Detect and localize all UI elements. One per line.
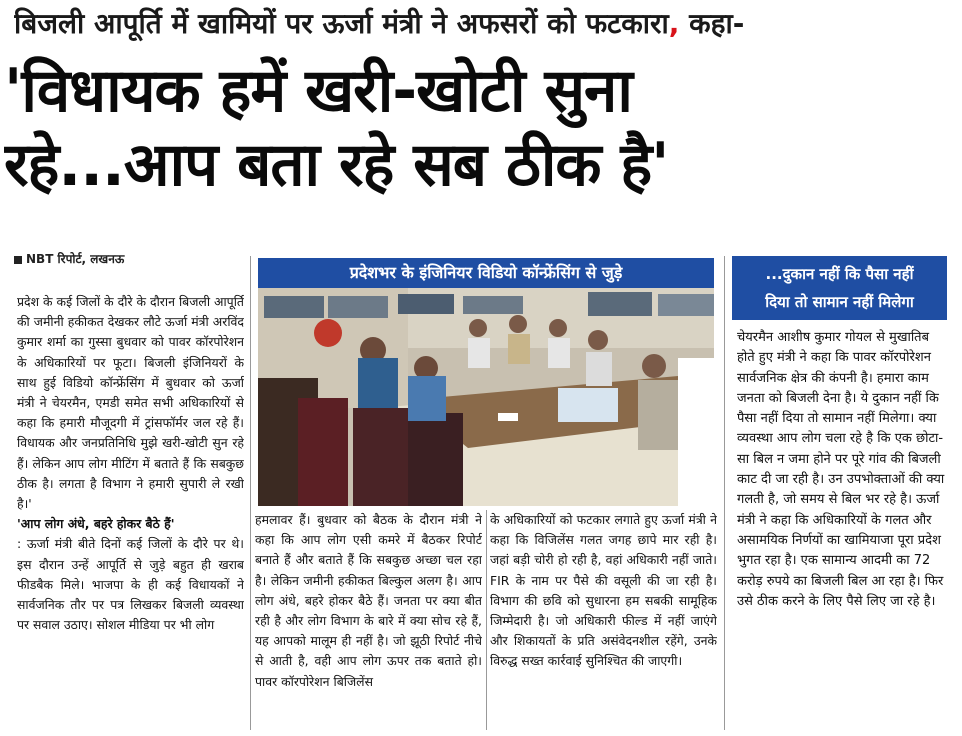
- paragraph: हमलावर हैं। बुधवार को बैठक के दौरान मंत्री ने कहा कि आप लोग एसी कमरे में बैठकर रिपोर्ट बनाते हैं और बताते हैं कि सबकुछ अच्छा चल रहा है। लेकिन जमीनी हकीकत बिल्कुल अलग है। आप लोग अंधे, बहरे होकर बैठे हैं। जनता पर क्या बीत रही है और लोग विभाग के बारे में क्या सोच रहे हैं, यह आपको मालूम ही नहीं है। जो झूठी रिपोर्ट नीचे से आती है, वही आप लोग ऊपर तक बताते हो। पावर कॉरपोरेशन बिजिलेंस: [255, 512, 482, 689]
- headline-line-1: 'विधायक हमें खरी-खोटी सुना: [4, 56, 632, 126]
- headline-line-2: रहे...आप बता रहे सब ठीक है': [4, 130, 669, 200]
- paragraph: प्रदेश के कई जिलों के दौरे के दौरान बिजली आपूर्ति की जमीनी हकीकत देखकर लौटे ऊर्जा मंत्री अरविंद कुमार शर्मा का गुस्सा बुधवार को पावर कॉरपोरेशन के अधिकारियों पर फूटा। बिजली इंजिनियरों के साथ हुई विडियो कॉन्फ्रेंसिंग में बुधवार को ऊर्जा मंत्री ने चेयरमैन, एमडी समेत सभी अधिकारियों से कहा कि हमारी मौजूदगी में ट्रांसफॉर्मर जल रहे हैं। विधायक और जनप्रतिनिधि मुझे खरी-खोटी सुन रहे हैं। लेकिन आप लोग मीटिंग में बताते हैं कि सबकुछ ठीक है। लगता है विभाग ने हमारी सुपारी ले रखी है।': [17, 294, 244, 512]
- article-column-1: [17, 292, 244, 728]
- sidebar-text: चेयरमैन आशीष कुमार गोयल से मुखातिब होते हुए मंत्री ने कहा कि पावर कॉरपोरेशन सार्वजनिक क्षेत्र की कंपनी है। हमारा काम जनता को बिजली देना है। ये दुकान नहीं कि पैसा नहीं दिया तो सामान नहीं मिलेगा। क्या व्यवस्था आप लोग चला रहे है कि एक छोटा-सा बिल न जमा होने पर पूरे गांव की बिजली काट दी जा रही है। उन उपभोक्ताओं की क्या गलती है, जो समय से बिल भर रहे है। ऊर्जा मंत्री ने कहा कि अधिकारियों के गलत और असामयिक निर्णयों का खामियाजा पूरा प्रदेश भुगत रहा है। एक सामान्य आदमी का 72 करोड़ रुपये का बिजली बिल आ रहा है। फिर उसे ठीक करने के लिए पैसे लिए जा रहे है।: [737, 330, 945, 609]
- byline: NBT रिपोर्ट, लखनऊ: [14, 250, 124, 267]
- paragraph: : ऊर्जा मंत्री बीते दिनों कई जिलों के दौरे पर थे। इस दौरान उन्हें आपूर्ति से जुड़े बहुत ही खराब फीडबैक मिले। भाजपा के ही कई विधायकों ने सार्वजनिक तौर पर पत्र लिखकर बिजली व्यवस्था पर सवाल उठाए। सोशल मीडिया पर भी लोग: [17, 536, 244, 633]
- photo-caption: प्रदेशभर के इंजिनियर विडियो कॉन्फ्रेंसिंग से जुड़े: [258, 258, 714, 288]
- article-column-3: [490, 510, 717, 728]
- kicker-headline: बिजली आपूर्ति में खामियों पर ऊर्जा मंत्री ने अफसरों को फटकारा, कहा-: [14, 7, 745, 40]
- subheading: 'आप लोग अंधे, बहरे होकर बैठे हैं': [17, 516, 175, 532]
- main-headline: [4, 54, 958, 202]
- article-column-2: [255, 510, 482, 728]
- meeting-photo: [258, 288, 714, 506]
- sidebar-heading: ...दुकान नहीं कि पैसा नहीं दिया तो सामान नहीं मिलेगा: [732, 256, 947, 320]
- paragraph: के अधिकारियों को फटकार लगाते हुए ऊर्जा मंत्री ने कहा कि विजिलेंस गलत जगह छापे मार रही है। जहां बड़ी चोरी हो रही है, वहां अधिकारी नहीं जाते। FIR के नाम पर पैसे की वसूली की जा रही है। विभाग की छवि को सुधारना हम सबकी सामूहिक जिम्मेदारी है। जो अधिकारी फील्ड में नहीं जाएंगे और शिकायतों के प्रति असंवेदनशील रहेंगे, उनके विरुद्ध सख्त कार्रवाई सुनिश्चित की जाएगी।: [490, 512, 717, 669]
